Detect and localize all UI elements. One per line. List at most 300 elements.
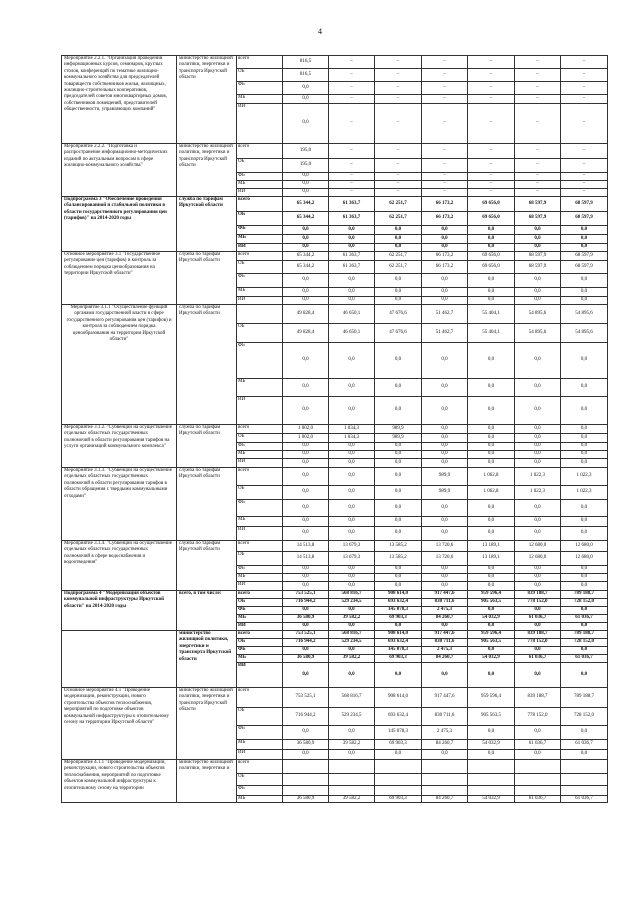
amount-cell: 0,0 [468,288,515,297]
amount-cell: 0,0 [422,750,468,760]
amount-cell: 0,0 [283,647,329,655]
table-row [62,541,608,552]
amount-cell: – [329,69,375,82]
funding-source: ИИ [237,297,283,305]
funding-source: ИИ [237,663,283,688]
amount-cell: 0,0 [515,663,561,688]
table-row [62,144,608,159]
amount-cell: 65 344,2 [283,197,329,212]
amount-cell: 0,0 [561,434,608,443]
amount-cell: – [329,173,375,181]
amount-cell: 959 596,4 [468,591,515,599]
amount-cell: 728 152,0 [561,708,608,726]
amount-cell: 0,0 [422,500,468,517]
funding-source: ОБ [237,212,283,226]
amount-cell: 0,0 [375,397,422,425]
amount-cell: 0,0 [375,343,422,379]
amount-cell: 0,0 [515,297,561,305]
amount-cell: 0,0 [283,607,329,615]
amount-cell: 0,0 [283,451,329,459]
amount-cell: 0,0 [468,459,515,468]
amount-cell: 0,0 [283,297,329,305]
amount-cell: 0,0 [515,397,561,425]
amount-cell: 13 679,3 [329,552,375,566]
amount-cell: 0,0 [468,397,515,425]
amount-cell: 917 447,6 [422,631,468,639]
executor: служба по тарифам Иркутской области [177,305,237,425]
funding-source: ФБ [237,82,283,95]
amount-cell: 0,0 [468,425,515,434]
funding-source: всего [237,425,283,434]
amount-cell: 568 816,7 [329,591,375,599]
amount-cell: 69 903,3 [375,796,422,803]
amount-cell: 66 173,2 [422,197,468,212]
amount-cell: 716 944,2 [283,599,329,607]
amount-cell: 62 251,7 [375,197,422,212]
amount-cell: 36 580,9 [283,796,329,803]
amount-cell: 0,0 [468,574,515,582]
funding-source: ОБ [237,599,283,607]
amount-cell: 0,0 [329,607,375,615]
funding-source: ИИ [237,189,283,197]
amount-cell [283,786,329,796]
amount-cell: 753 525,1 [283,688,329,708]
amount-cell: 51 462,7 [422,305,468,324]
amount-cell: 54 895,6 [515,324,561,343]
amount-cell: 0,0 [283,527,329,541]
measure-name: Подпрограмма 4 "Модернизация объектов коммунальной инфраструктуры Иркутской области" на 2014-2020 годы [62,591,177,631]
amount-cell: 0,0 [468,443,515,451]
amount-cell: – [468,173,515,181]
amount-cell: 905 563,5 [468,599,515,607]
amount-cell: – [375,173,422,181]
funding-source: ОБ [237,708,283,726]
amount-cell: 54 032,9 [468,655,515,663]
amount-cell: 62 251,7 [375,252,422,261]
amount-cell: 61 036,7 [515,655,561,663]
amount-cell [422,760,468,774]
amount-cell: 529 234,5 [329,599,375,607]
amount-cell: – [375,144,422,159]
amount-cell: 65 344,2 [283,261,329,274]
amount-cell: 0,0 [422,343,468,379]
amount-cell: 1 062,8 [468,468,515,486]
amount-cell: 753 525,1 [283,631,329,639]
amount-cell: 529 234,5 [329,639,375,647]
amount-cell: 0,0 [422,663,468,688]
amount-cell: – [561,82,608,95]
funding-source: ОБ [237,159,283,173]
amount-cell: 0,0 [329,623,375,631]
amount-cell: 39 582,2 [329,615,375,623]
amount-cell: 0,0 [283,726,329,740]
amount-cell: – [468,144,515,159]
amount-cell: – [561,173,608,181]
amount-cell: 1 022,3 [561,486,608,500]
amount-cell [422,774,468,786]
amount-cell: 61 036,7 [561,655,608,663]
amount-cell: 0,0 [515,235,561,244]
amount-cell: – [422,69,468,82]
amount-cell: – [515,95,561,104]
funding-source: ИИ [237,582,283,591]
funding-source: МБ [237,288,283,297]
amount-cell: 0,0 [283,173,329,181]
amount-cell: 0,0 [283,582,329,591]
amount-cell: 0,0 [375,274,422,288]
amount-cell: – [375,159,422,173]
amount-cell: 69 656,0 [468,197,515,212]
measure-name: Мероприятие 2.2.1. "Организация проведения информационных курсов, семинаров, круглых столов, конференций по тематике жилищно-коммунального хозяйства для председателей товариществ собственников жилья, жилищных, жилищно-строительных кооперативов, председателей советов многоквартирных домов, собственников помещений, представителей общественности, управляющих компаний" [62,56,177,144]
table-row [62,591,608,599]
amount-cell: 61 363,7 [329,212,375,226]
amount-cell: 0,0 [329,517,375,527]
amount-cell [515,774,561,786]
amount-cell: 0,0 [283,517,329,527]
amount-cell: 51 462,7 [422,324,468,343]
amount-cell: 68 597,9 [561,261,608,274]
amount-cell: 0,0 [422,297,468,305]
amount-cell: 0,0 [375,459,422,468]
amount-cell: 47 676,6 [375,305,422,324]
amount-cell: 0,0 [515,434,561,443]
funding-source: ОБ [237,324,283,343]
amount-cell: 12 680,0 [561,541,608,552]
amount-cell: – [561,159,608,173]
measure-name: Основное мероприятие 4.1 "Проведение модернизации, реконструкции, нового строительства объектов теплоснабжения, мероприятий по подготовке объектов коммунальной инфраструктуры к отопительному сезону на территории Иркутской области" [62,688,177,760]
amount-cell: – [375,56,422,69]
amount-cell: 55 404,1 [468,324,515,343]
amount-cell: 753 525,1 [283,591,329,599]
funding-source: ИИ [237,397,283,425]
amount-cell: 0,0 [422,397,468,425]
funding-source: ОБ [237,261,283,274]
amount-cell: – [561,144,608,159]
amount-cell: 830 711,6 [422,708,468,726]
amount-cell: 68 597,9 [515,261,561,274]
amount-cell: 0,0 [468,297,515,305]
amount-cell: 66 173,2 [422,212,468,226]
amount-cell: 0,0 [329,663,375,688]
amount-cell: 61 036,7 [561,615,608,623]
amount-cell: 0,0 [561,397,608,425]
amount-cell: 0,0 [468,274,515,288]
amount-cell: – [515,181,561,189]
amount-cell: – [375,69,422,82]
amount-cell: 0,0 [283,574,329,582]
amount-cell: 693 632,4 [375,708,422,726]
amount-cell: 69 903,3 [375,615,422,623]
amount-cell: 1 022,3 [515,468,561,486]
amount-cell: 0,0 [329,566,375,574]
amount-cell: 0,0 [468,663,515,688]
amount-cell: 693 632,4 [375,599,422,607]
amount-cell: 0,0 [329,574,375,582]
amount-cell: 728 152,0 [561,599,608,607]
funding-source: ОБ [237,639,283,647]
amount-cell: 55 404,1 [468,305,515,324]
amount-cell: – [329,104,375,144]
amount-cell: 0,0 [283,343,329,379]
amount-cell: 69 903,3 [375,655,422,663]
amount-cell: 195,0 [283,159,329,173]
amount-cell: 0,0 [468,566,515,574]
amount-cell: 0,0 [561,623,608,631]
amount-cell: – [422,181,468,189]
amount-cell: 0,0 [375,235,422,244]
amount-cell: 0,0 [329,379,375,397]
amount-cell: 989,9 [375,425,422,434]
amount-cell: 0,0 [329,297,375,305]
amount-cell: 0,0 [375,500,422,517]
funding-source: ОБ [237,552,283,566]
amount-cell: 54 032,9 [468,796,515,803]
amount-cell: 0,0 [283,95,329,104]
amount-cell: 728 152,0 [561,639,608,647]
amount-cell: – [329,181,375,189]
amount-cell: – [468,56,515,69]
amount-cell: 0,0 [422,459,468,468]
amount-cell: 0,0 [375,244,422,252]
amount-cell: 0,0 [329,226,375,235]
amount-cell: 0,0 [561,443,608,451]
amount-cell: 959 596,4 [468,688,515,708]
amount-cell: 0,0 [515,517,561,527]
amount-cell: 39 582,2 [329,655,375,663]
funding-source: МБ [237,740,283,750]
funding-source: ФБ [237,226,283,235]
amount-cell: 0,0 [329,459,375,468]
amount-cell: 0,0 [468,500,515,517]
amount-cell: 0,0 [329,451,375,459]
amount-cell: 0,0 [515,443,561,451]
amount-cell: 69 656,0 [468,212,515,226]
amount-cell: 0,0 [468,750,515,760]
amount-cell: 1 062,8 [468,486,515,500]
amount-cell: 13 585,2 [375,541,422,552]
funding-source: ФБ [237,173,283,181]
amount-cell: – [561,56,608,69]
amount-cell: 46 650,1 [329,305,375,324]
amount-cell: – [422,144,468,159]
amount-cell: – [468,95,515,104]
funding-source: ОБ [237,69,283,82]
amount-cell: 0,0 [329,235,375,244]
funding-source: всего [237,56,283,69]
funding-source: ИИ [237,750,283,760]
amount-cell: 145 078,3 [375,647,422,655]
amount-cell: 0,0 [561,750,608,760]
amount-cell: – [329,82,375,95]
amount-cell: 0,0 [283,189,329,197]
amount-cell: 959 596,4 [468,631,515,639]
amount-cell: 12 680,0 [561,552,608,566]
funding-source: МБ [237,796,283,803]
amount-cell: 0,0 [515,623,561,631]
funding-source: МБ [237,451,283,459]
amount-cell: 0,0 [515,726,561,740]
amount-cell: 0,0 [283,623,329,631]
amount-cell: 0,0 [422,288,468,297]
amount-cell: 0,0 [422,443,468,451]
amount-cell: 0,0 [561,343,608,379]
amount-cell: – [515,189,561,197]
amount-cell: 0,0 [329,500,375,517]
amount-cell: 0,0 [283,288,329,297]
amount-cell: 2 475,3 [422,607,468,615]
funding-source: всего [237,197,283,212]
funding-source: всего [237,144,283,159]
funding-source: ФБ [237,566,283,574]
funding-source: ФБ [237,647,283,655]
funding-source: ИИ [237,459,283,468]
amount-cell: 195,0 [283,144,329,159]
amount-cell: – [515,82,561,95]
amount-cell: 61 036,7 [561,740,608,750]
amount-cell: 0,0 [515,566,561,574]
amount-cell: 1 034,3 [329,434,375,443]
amount-cell: 0,0 [515,226,561,235]
amount-cell: 13 189,1 [468,541,515,552]
executor: служба по тарифам Иркутской области [177,541,237,591]
amount-cell: – [561,189,608,197]
amount-cell: 0,0 [283,82,329,95]
amount-cell: 12 680,0 [515,541,561,552]
amount-cell: 0,0 [375,750,422,760]
amount-cell: 0,0 [283,443,329,451]
amount-cell: 0,0 [375,379,422,397]
amount-cell: 0,0 [468,607,515,615]
amount-cell: 54 895,6 [561,305,608,324]
amount-cell: 568 816,7 [329,631,375,639]
funding-source: ФБ [237,500,283,517]
amount-cell: 908 614,0 [375,631,422,639]
amount-cell: 2 475,3 [422,647,468,655]
amount-cell: 989,9 [422,486,468,500]
funding-source: ИИ [237,527,283,541]
amount-cell: – [375,189,422,197]
amount-cell: 0,0 [283,181,329,189]
amount-cell: 65 344,2 [283,212,329,226]
amount-cell: 0,0 [561,574,608,582]
amount-cell: – [329,56,375,69]
amount-cell: 0,0 [375,226,422,235]
amount-cell: 0,0 [561,297,608,305]
amount-cell: 0,0 [468,244,515,252]
amount-cell: – [561,104,608,144]
amount-cell: 0,0 [283,104,329,144]
table-row [62,425,608,434]
amount-cell: – [561,181,608,189]
amount-cell: 0,0 [468,434,515,443]
amount-cell: 778 152,0 [515,599,561,607]
amount-cell: 61 036,7 [561,796,608,803]
amount-cell: 0,0 [422,582,468,591]
amount-cell [375,760,422,774]
amount-cell: 0,0 [561,244,608,252]
amount-cell: 0,0 [329,343,375,379]
amount-cell: 61 036,7 [515,740,561,750]
amount-cell [515,760,561,774]
amount-cell: 0,0 [375,468,422,486]
amount-cell: – [375,181,422,189]
table-row [62,688,608,708]
amount-cell: 0,0 [561,607,608,615]
funding-source: всего [237,688,283,708]
amount-cell: 0,0 [468,343,515,379]
funding-source: всего [237,252,283,261]
amount-cell: 0,0 [515,451,561,459]
amount-cell: 0,0 [375,451,422,459]
amount-cell: 69 656,0 [468,252,515,261]
amount-cell: – [561,69,608,82]
amount-cell: 0,0 [422,566,468,574]
amount-cell: 0,0 [375,517,422,527]
amount-cell: 54 895,6 [561,324,608,343]
amount-cell: 39 582,2 [329,796,375,803]
amount-cell: 0,0 [422,244,468,252]
amount-cell: 0,0 [283,244,329,252]
amount-cell: 61 363,7 [329,197,375,212]
amount-cell: 0,0 [561,566,608,574]
measure-name: Мероприятие 3.1.1 "Осуществление функций органами государственной власти в сфере государственного регулирования цен (тарифов) и контроля за соблюдением порядка ценообразования на территории Иркутской области" [62,305,177,425]
amount-cell: 0,0 [283,226,329,235]
amount-cell: 13 585,2 [375,552,422,566]
executor: министерство жилищной политики, энергетики и транспорта Иркутской области [177,144,237,197]
amount-cell: 0,0 [515,379,561,397]
amount-cell: 0,0 [283,566,329,574]
amount-cell [468,760,515,774]
funding-source: ФБ [237,274,283,288]
amount-cell: 1 002,0 [283,434,329,443]
amount-cell: 12 680,0 [515,552,561,566]
amount-cell: – [329,189,375,197]
amount-cell: 0,0 [468,226,515,235]
amount-cell: 13 720,6 [422,541,468,552]
amount-cell: 0,0 [375,527,422,541]
table-row [62,760,608,774]
amount-cell: 0,0 [561,451,608,459]
amount-cell [468,774,515,786]
table-row [62,56,608,69]
funding-source: ИИ [237,623,283,631]
amount-cell: 0,0 [329,647,375,655]
amount-cell: 0,0 [329,726,375,740]
amount-cell: 816,5 [283,56,329,69]
amount-cell: 0,0 [515,582,561,591]
amount-cell: 0,0 [515,647,561,655]
amount-cell: – [468,69,515,82]
amount-cell [329,774,375,786]
amount-cell: 0,0 [468,517,515,527]
amount-cell: 0,0 [515,574,561,582]
amount-cell [283,774,329,786]
amount-cell: – [422,104,468,144]
executor: служба по тарифам Иркутской области [177,468,237,541]
amount-cell: 0,0 [561,647,608,655]
measure-name: Мероприятие 3.1.2. "Субвенции на осуществление отдельных областных государственных полномочий в области регулирования тарифов на услуги организаций коммунального комплекса" [62,425,177,468]
amount-cell: – [468,189,515,197]
amount-cell: 47 676,6 [375,324,422,343]
amount-cell [422,786,468,796]
amount-cell: 68 597,9 [515,252,561,261]
amount-cell: – [422,56,468,69]
amount-cell: 789 188,7 [561,688,608,708]
funding-source [237,305,283,324]
amount-cell: 529 234,5 [329,708,375,726]
amount-cell: 0,0 [329,443,375,451]
amount-cell [329,760,375,774]
